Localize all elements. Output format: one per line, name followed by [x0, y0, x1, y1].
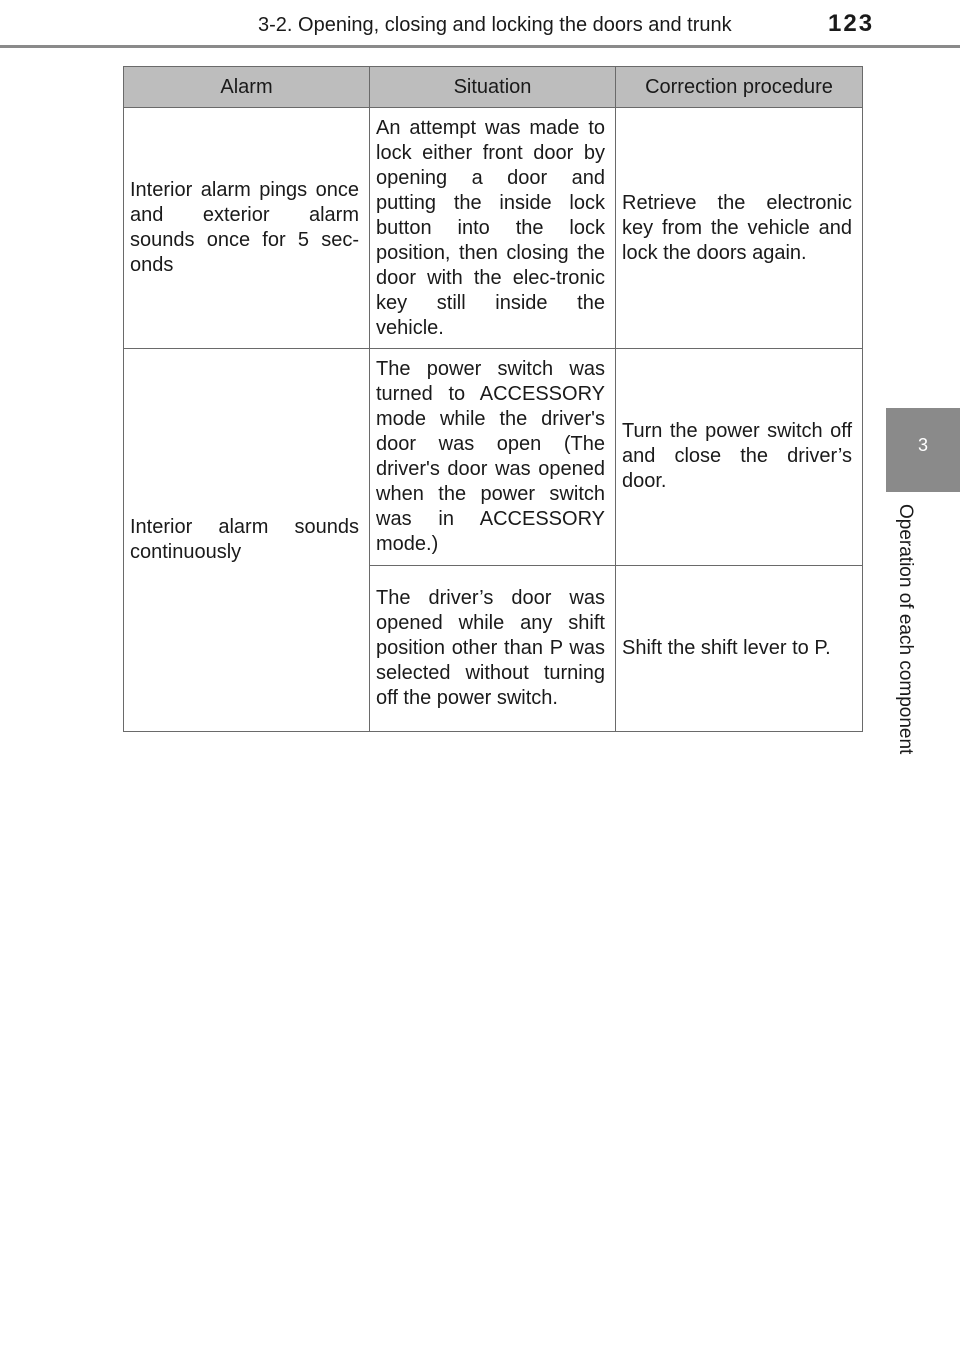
column-header-situation: Situation — [370, 67, 616, 108]
correction-cell: Turn the power switch off and close the driver’s door. — [616, 349, 863, 566]
page-number: 123 — [828, 10, 875, 37]
chapter-tab — [886, 408, 960, 492]
situation-cell: The driver’s door was opened while any shift position other than P was selected without turning off the power switch. — [370, 566, 616, 732]
alarm-cell: Interior alarm pings once and exterior alarm sounds once for 5 sec-onds — [124, 108, 370, 349]
section-title: 3-2. Opening, closing and locking the doors and trunk — [258, 14, 732, 36]
column-header-alarm: Alarm — [124, 67, 370, 108]
alarm-cell: Interior alarm sounds continuously — [124, 349, 370, 732]
chapter-title: Operation of each component — [895, 504, 916, 755]
correction-cell: Shift the shift lever to P. — [616, 566, 863, 732]
table-header-row — [124, 67, 863, 108]
page-header — [0, 0, 960, 50]
correction-cell: Retrieve the electronic key from the vehicle and lock the doors again. — [616, 108, 863, 349]
column-header-correction: Correction procedure — [616, 67, 863, 108]
header-divider — [0, 45, 960, 48]
alarm-table — [123, 66, 863, 732]
situation-cell: An attempt was made to lock either front door by opening a door and putting the inside lock button into the lock position, then closing the door with the elec-tronic key still inside the vehicle. — [370, 108, 616, 349]
situation-cell: The power switch was turned to ACCESSORY mode while the driver's door was open (The driver's door was opened when the power switch was in ACCESSORY mode.) — [370, 349, 616, 566]
table-row — [124, 349, 863, 566]
chapter-number: 3 — [917, 435, 928, 455]
table-row — [124, 108, 863, 349]
